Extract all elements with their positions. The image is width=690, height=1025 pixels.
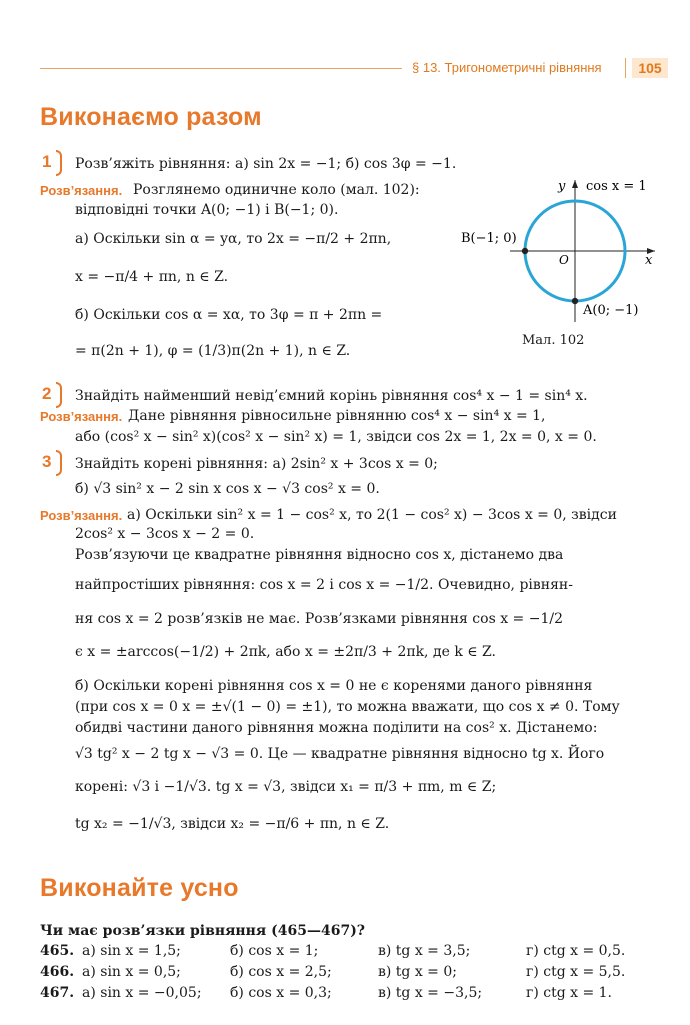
ex3-line-3: Розв’язуючи це квадратне рівняння відносно cos x, дістанемо два [75,547,564,563]
ex1-solution-line-3: а) Оскільки sin α = yα, то 2x = −π/2 + 2πn, [75,231,392,247]
origin-label: O [559,253,569,267]
exercise-3-task-b: б) √3 sin² x − 2 sin x cos x − √3 cos² x = 0. [75,481,380,497]
solution-label-2: Розв’язання. [40,409,123,424]
ex3-line-12: tg x₂ = −1/√3, звідси x₂ = −π/6 + πn, n ∈ Z. [75,816,390,832]
row-item-d: г) ctg x = 5,5. [526,964,626,980]
exercise-3-task: Знайдіть корені рівняння: а) 2sin² x + 3cos x = 0; [75,456,438,472]
exercise-row-467 [40,985,660,1003]
exercise-1-task: Розв’яжіть рівняння: а) sin 2x = −1; б) cos 3φ = −1. [75,156,457,172]
solution-label-3: Розв’язання. [40,508,123,523]
point-b [522,248,528,254]
page-number: 105 [632,58,668,78]
point-b-label: B(−1; 0) [461,231,517,246]
cos-annotation: cos x = 1 [586,179,647,194]
ex3-line-9: обидві частини даного рівняння можна поділити на cos² x. Дістанемо: [75,720,598,736]
row-item-c: в) tg x = 3,5; [378,943,471,959]
ex3-line-2: 2cos² x − 3cos x − 2 = 0. [75,526,255,542]
section-title-together: Виконаємо разом [40,103,262,131]
y-axis-label: y [558,179,566,194]
ex1-solution-line-6: = π(2n + 1), φ = (1/3)π(2n + 1), n ∈ Z. [75,343,351,359]
exercise-number-1: 1 [42,152,52,171]
exercise-bracket-2 [56,382,62,408]
row-number: 466. [40,964,75,980]
ex3-line-11: корені: √3 і −1/√3. tg x = √3, звідси x₁ = π/3 + πm, m ∈ Z; [75,779,497,795]
row-item-b: б) cos x = 1; [230,943,319,959]
ex3-line-1: а) Оскільки sin² x = 1 − cos² x, то 2(1 − cos² x) − 3cos x = 0, звідси [127,507,617,523]
running-header: § 13. Тригонометричні рівняння [412,60,602,75]
ex3-line-8: (при cos x = 0 x = ±√(1 − 0) = ±1), то можна вважати, що cos x ≠ 0. Тому [75,699,620,715]
ex2-solution-line-1: Дане рівняння рівносильне рівнянню cos⁴ x − sin⁴ x = 1, [128,408,546,424]
row-item-d: г) ctg x = 0,5. [526,943,626,959]
ex3-line-7: б) Оскільки корені рівняння cos x = 0 не є коренями даного рівняння [75,678,593,694]
ex1-solution-line-1: Розглянемо одиничне коло (мал. 102): [133,182,420,198]
point-a-label: A(0; −1) [583,303,639,318]
ex3-line-4: найпростіших рівняння: cos x = 2 і cos x = −1/2. Очевидно, рівнян- [75,577,573,593]
exercise-bracket-3 [56,450,62,476]
exercise-row-465 [40,943,660,961]
row-number: 465. [40,943,75,959]
figure-caption: Мал. 102 [522,333,585,348]
y-axis-arrow-icon [572,180,578,188]
section-title-oral: Виконайте усно [40,874,239,902]
oral-question: Чи має розв’язки рівняння (465—467)? [40,923,366,939]
ex1-solution-line-4: x = −π/4 + πn, n ∈ Z. [75,269,229,285]
ex2-solution-line-2: або (cos² x − sin² x)(cos² x − sin² x) = 1, звідси cos 2x = 1, 2x = 0, x = 0. [75,429,597,445]
ex3-line-6: є x = ±arccos(−1/2) + 2πk, або x = ±2π/3 + 2πk, де k ∈ Z. [75,644,496,660]
row-item-a: а) sin x = 0,5; [82,964,181,980]
row-item-a: а) sin x = −0,05; [82,985,202,1001]
exercise-row-466 [40,964,660,982]
exercise-number-2: 2 [42,384,52,403]
point-a [572,298,578,304]
x-axis-label: x [645,253,653,268]
header-separator [625,58,626,78]
solution-label-1: Розв’язання. [40,183,123,198]
row-item-a: а) sin x = 1,5; [82,943,181,959]
exercise-bracket-1 [56,150,62,176]
row-item-d: г) ctg x = 1. [526,985,613,1001]
ex3-line-5: ня cos x = 2 розв’язків не має. Розв’язками рівняння cos x = −1/2 [75,611,564,627]
unit-circle-figure [455,172,670,332]
row-item-c: в) tg x = −3,5; [378,985,483,1001]
ex3-line-10: √3 tg² x − 2 tg x − √3 = 0. Це — квадратне рівняння відносно tg x. Його [75,746,605,762]
header-rule [40,68,402,69]
row-item-b: б) cos x = 0,3; [230,985,332,1001]
row-item-c: в) tg x = 0; [378,964,457,980]
exercise-number-3: 3 [42,452,52,471]
exercise-2-task: Знайдіть найменший невід’ємний корінь рівняння cos⁴ x − 1 = sin⁴ x. [75,388,588,404]
ex1-solution-line-2: відповідні точки A(0; −1) і B(−1; 0). [75,202,339,218]
row-number: 467. [40,985,75,1001]
ex1-solution-line-5: б) Оскільки cos α = xα, то 3φ = π + 2πn = [75,307,383,323]
row-item-b: б) cos x = 2,5; [230,964,332,980]
